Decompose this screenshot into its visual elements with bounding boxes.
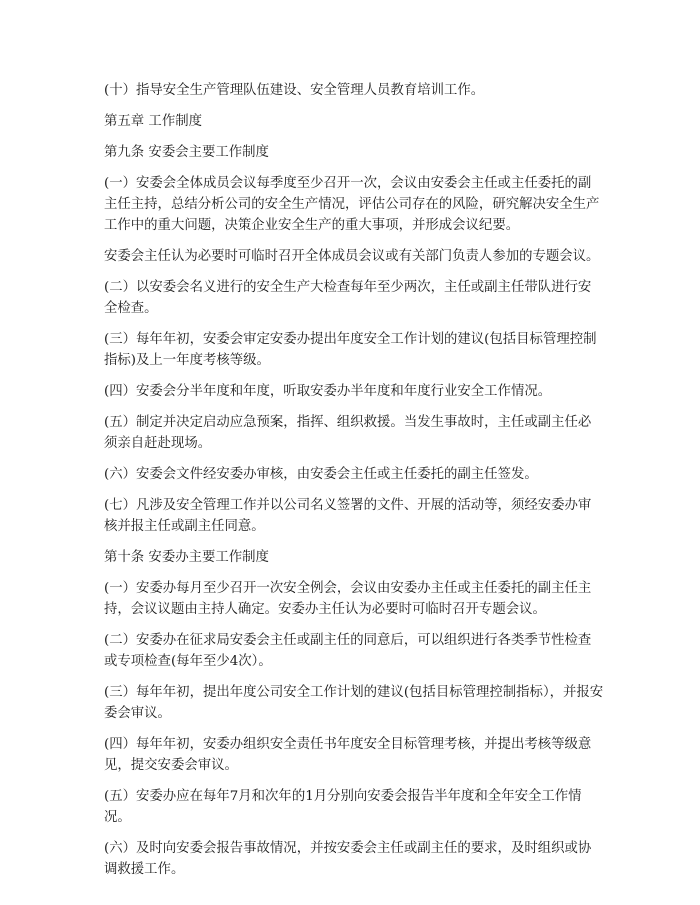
article-nine-heading: 第九条 安委会主要工作制度 [104, 145, 269, 160]
chapter-five-heading: 第五章 工作制度 [104, 114, 202, 129]
article-ten-item-4: (四）每年年初，安委办组织安全责任书年度安全目标管理考核，并提出考核等级意见，提交安委会审议。 [104, 737, 592, 773]
article-ten-item-2: (二）安委办在征求局安委会主任或副主任的同意后，可以组织进行各类季节性检查或专项检查(每年至少4次）。 [104, 633, 592, 669]
article-nine-item-6: (六）安委会文件经安委办审核，由安委会主任或主任委托的副主任签发。 [104, 467, 538, 482]
article-ten-item-3: (三）每年年初，提出年度公司安全工作计划的建议(包括目标管理控制指标），并报安委会审议。 [104, 685, 604, 721]
article-ten-heading: 第十条 安委办主要工作制度 [104, 550, 269, 565]
article-nine-item-3: (三）每年年初，安委会审定安委办提出年度安全工作计划的建议(包括目标管理控制指标)及上一年度考核等级。 [104, 332, 597, 368]
article-ten-item-5: (五）安委办应在每年7月和次年的1月分别向安委会报告半年度和全年安全工作情况。 [104, 789, 582, 825]
article-nine-item-4: (四）安委会分半年度和年度，听取安委办半年度和年度行业安全工作情况。 [104, 384, 552, 399]
article-ten-item-1: (一）安委办每月至少召开一次安全例会，会议由安委办主任或主任委托的副主任主持，会议议题由主持人确定。安委办主任认为必要时可临时召开专题会议。 [104, 581, 592, 617]
article-nine-item-7: (七）凡涉及安全管理工作并以公司名义签署的文件、开展的活动等，须经安委办审核并报主任或副主任同意。 [104, 498, 592, 534]
paragraph-item-10: (十）指导安全生产管理队伍建设、安全管理人员教育培训工作。 [104, 83, 485, 98]
article-nine-item-5: (五）制定并决定启动应急预案，指挥、组织救援。当发生事故时，主任或副主任必须亲自赶赴现场。 [104, 415, 592, 451]
article-nine-item-2: (二）以安委会名义进行的安全生产大检查每年至少两次，主任或副主任带队进行安全检查。 [104, 280, 592, 316]
article-nine-item-1: (一）安委会全体成员会议每季度至少召开一次，会议由安委会主任或主任委托的副主任主持，总结分析公司的安全生产情况，评估公司存在的风险，研究解决安全生产工作中的重大问题，决策企业安全生产的重大事项，并形成会议纪要。 [104, 176, 600, 233]
document-page [104, 80, 604, 890]
article-ten-item-6: (六）及时向安委会报告事故情况，并按安委会主任或副主任的要求，及时组织或协调救援工作。 [104, 841, 592, 877]
article-nine-note: 安委会主任认为必要时可临时召开全体成员会议或有关部门负责人参加的专题会议。 [104, 249, 600, 264]
